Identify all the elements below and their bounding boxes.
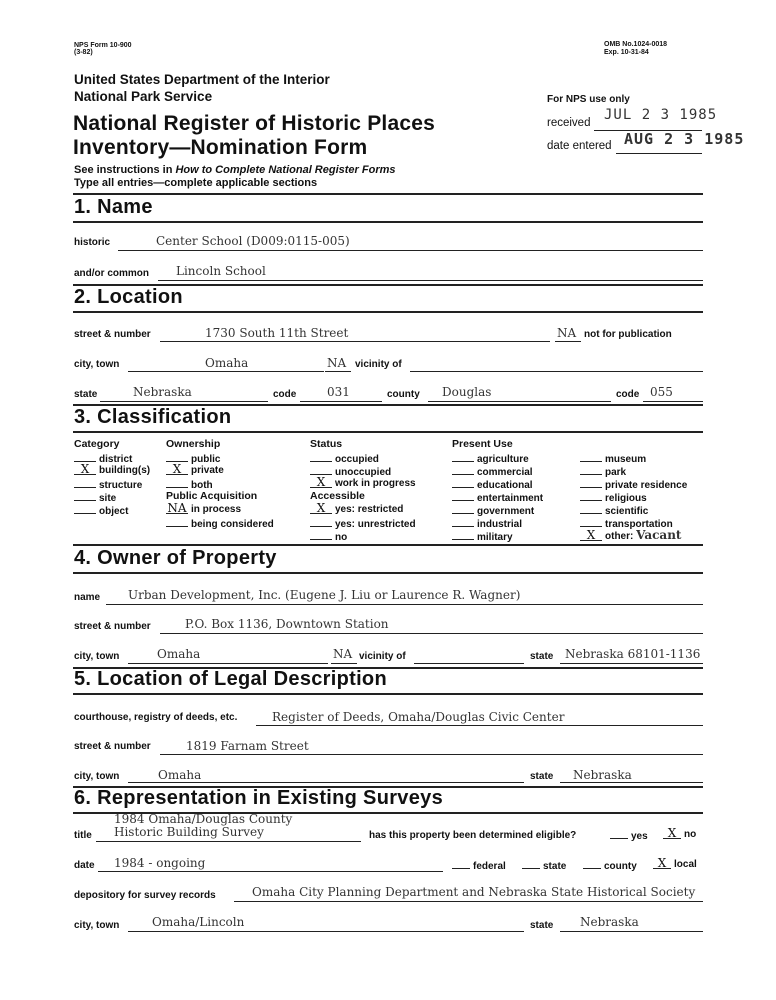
ownership-both[interactable]: both [166, 477, 274, 490]
use-park[interactable]: park [580, 464, 687, 477]
use-religious[interactable]: religious [580, 490, 687, 503]
accessible-restricted[interactable]: X yes: restricted [310, 503, 416, 516]
form-number: NPS Form 10-900 [74, 42, 132, 49]
accessible-heading: Accessible [310, 490, 365, 502]
section-6-heading: 6. Representation in Existing Surveys [74, 787, 443, 809]
acquisition-being-considered[interactable]: being considered [166, 516, 274, 529]
survey-title-line1[interactable]: 1984 Omaha/Douglas County [114, 812, 293, 826]
survey-title-label: title [74, 830, 92, 841]
common-name-field[interactable]: Lincoln School [176, 264, 266, 278]
form-title-line2: Inventory—Nomination Form [73, 136, 368, 159]
section-2-heading: 2. Location [74, 286, 183, 308]
instructions-line2: Type all entries—complete applicable sections [74, 177, 318, 189]
owner-street-field[interactable]: P.O. Box 1136, Downtown Station [185, 617, 389, 631]
use-scientific[interactable]: scientific [580, 503, 687, 516]
present-use-column-2 [580, 451, 687, 542]
common-name-label: and/or common [74, 268, 150, 279]
city-town-label: city, town [74, 359, 120, 370]
not-for-publication-label: not for publication [584, 329, 672, 340]
legal-city-label: city, town [74, 771, 120, 782]
category-heading: Category [74, 438, 120, 450]
legal-state-field[interactable]: Nebraska [573, 768, 632, 782]
use-entertainment[interactable]: entertainment [452, 490, 543, 503]
depository-label: depository for survey records [74, 890, 216, 901]
section-3-heading: 3. Classification [74, 406, 232, 428]
section-5-heading: 5. Location of Legal Description [74, 668, 387, 690]
eligible-question: has this property been determined eligible? [369, 830, 577, 841]
use-private-residence[interactable]: private residence [580, 477, 687, 490]
code2-field[interactable]: 055 [650, 385, 673, 399]
use-commercial[interactable]: commercial [452, 464, 543, 477]
use-transportation[interactable]: transportation [580, 516, 687, 529]
present-use-heading: Present Use [452, 438, 513, 450]
expiration: Exp. 10-31-84 [604, 49, 649, 56]
owner-city-label: city, town [74, 651, 120, 662]
use-other-value[interactable]: Vacant [636, 528, 682, 542]
historic-label: historic [74, 237, 111, 248]
owner-name-label: name [74, 592, 101, 603]
level-local[interactable]: X local [653, 858, 697, 870]
status-column [310, 438, 416, 542]
vicinity-label: vicinity of [355, 359, 402, 370]
service-name: National Park Service [74, 89, 213, 104]
legal-state-label: state [530, 771, 554, 782]
category-object[interactable]: object [74, 503, 150, 516]
survey-title-line2[interactable]: Historic Building Survey [114, 825, 264, 839]
courthouse-label: courthouse, registry of deeds, etc. [74, 712, 238, 723]
owner-street-label: street & number [74, 621, 151, 632]
ownership-heading: Ownership [166, 438, 221, 450]
street-field[interactable]: 1730 South 11th Street [205, 326, 349, 340]
category-buildings[interactable]: X building(s) [74, 464, 150, 477]
survey-date-label: date [74, 860, 95, 871]
department-name: United States Department of the Interior [74, 72, 330, 87]
depository-state-label: state [530, 920, 554, 931]
ownership-private[interactable]: X private [166, 464, 274, 477]
status-unoccupied[interactable]: unoccupied [310, 464, 416, 477]
code2-label: code [616, 389, 640, 400]
legal-street-field[interactable]: 1819 Farnam Street [186, 739, 309, 753]
code-field[interactable]: 031 [327, 385, 350, 399]
level-state[interactable]: state [522, 858, 566, 872]
section-4-heading: 4. Owner of Property [74, 547, 277, 569]
legal-city-field[interactable]: Omaha [158, 768, 202, 782]
date-entered-label: date entered [547, 140, 612, 152]
code-label: code [273, 389, 297, 400]
survey-date-field[interactable]: 1984 - ongoing [114, 856, 206, 870]
depository-field[interactable]: Omaha City Planning Department and Nebraska State Historical Society [252, 885, 696, 899]
state-field[interactable]: Nebraska [133, 385, 192, 399]
owner-state-field[interactable]: Nebraska 68101-1136 [565, 647, 701, 661]
category-site[interactable]: site [74, 490, 150, 503]
category-district[interactable]: district [74, 451, 150, 464]
entered-stamp: AUG 2 3 1985 [624, 130, 745, 148]
street-number-label: street & number [74, 329, 151, 340]
owner-name-field[interactable]: Urban Development, Inc. (Eugene J. Liu or Laurence R. Wagner) [128, 588, 521, 602]
status-occupied[interactable]: occupied [310, 451, 416, 464]
form-revision: (3-82) [74, 49, 93, 56]
level-county[interactable]: county [583, 858, 637, 872]
city-field[interactable]: Omaha [205, 356, 249, 370]
category-column [74, 438, 150, 516]
owner-city-field[interactable]: Omaha [157, 647, 201, 661]
level-federal[interactable]: federal [452, 858, 506, 872]
courthouse-field[interactable]: Register of Deeds, Omaha/Douglas Civic Center [272, 710, 565, 724]
use-educational[interactable]: educational [452, 477, 543, 490]
use-museum[interactable]: museum [580, 451, 687, 464]
accessible-no[interactable]: no [310, 529, 416, 542]
use-other[interactable]: X other: Vacant [580, 529, 687, 542]
county-label: county [387, 389, 420, 400]
status-work-in-progress[interactable]: X work in progress [310, 477, 416, 490]
state-label: state [74, 389, 98, 400]
present-use-column-1 [452, 438, 543, 542]
use-government[interactable]: government [452, 503, 543, 516]
accessible-unrestricted[interactable]: yes: unrestricted [310, 516, 416, 529]
ownership-column [166, 438, 274, 529]
legal-street-label: street & number [74, 741, 151, 752]
use-agriculture[interactable]: agriculture [452, 451, 543, 464]
owner-vicinity-mark[interactable]: NA [333, 647, 353, 661]
omb-number: OMB No.1024-0018 [604, 41, 668, 48]
eligible-yes[interactable]: yes [610, 828, 648, 842]
acquisition-in-process[interactable]: NA in process [167, 501, 242, 515]
status-heading: Status [310, 438, 343, 450]
use-military[interactable]: military [452, 529, 543, 542]
received-stamp: JUL 2 3 1985 [604, 107, 718, 123]
depository-state-field[interactable]: Nebraska [580, 915, 639, 929]
vicinity-mark[interactable]: NA [327, 356, 347, 370]
instructions-line1: See instructions in How to Complete National Register Forms [74, 164, 396, 176]
depository-city-label: city, town [74, 920, 120, 931]
owner-state-label: state [530, 651, 554, 662]
received-label: received [547, 117, 591, 129]
owner-vicinity-label: vicinity of [359, 651, 406, 662]
county-field[interactable]: Douglas [442, 385, 492, 399]
category-structure[interactable]: structure [74, 477, 150, 490]
ownership-public[interactable]: public [166, 451, 274, 464]
historic-name-field[interactable]: Center School (D009:0115-005) [156, 234, 350, 248]
acquisition-heading: Public Acquisition [166, 490, 258, 502]
use-industrial[interactable]: industrial [452, 516, 543, 529]
section-1-heading: 1. Name [74, 196, 153, 218]
nps-use-label: For NPS use only [547, 94, 630, 105]
form-title-line1: National Register of Historic Places [73, 112, 435, 135]
not-for-publication-mark[interactable]: NA [557, 326, 577, 340]
eligible-no[interactable]: X no [663, 828, 696, 840]
depository-city-field[interactable]: Omaha/Lincoln [152, 915, 245, 929]
